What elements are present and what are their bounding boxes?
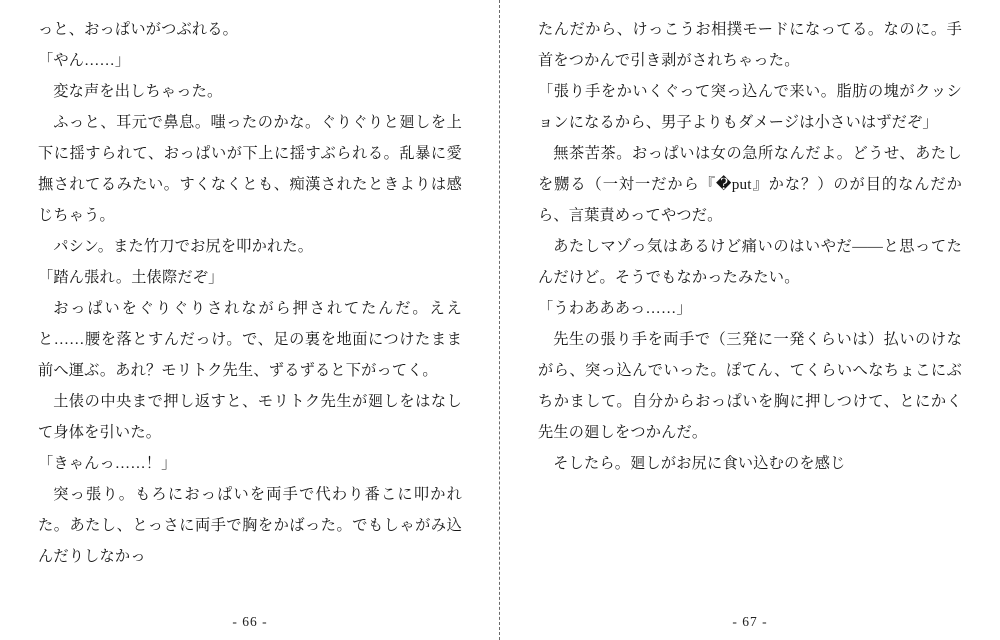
paragraph: 突っ張り。もろにおっぱいを両手で代わり番こに叩かれた。あたし、とっさに両手で胸をかばった。でもしゃがみ込んだりしなかっ <box>38 486 462 565</box>
paragraph: 「張り手をかいくぐって突っ込んで来い。脂肪の塊がクッションになるから、男子よりもダメージは小さいはずだぞ」 <box>538 83 962 131</box>
page-right-text <box>538 14 962 614</box>
paragraph: 先生の張り手を両手で（三発に一発くらいは）払いのけながら、突っ込んでいった。ぽてん、てくらいへなちょこにぶちかまして。自分からおっぱいを胸に押しつけて、とにかく先生の廻しをつかんだ。 <box>538 331 962 441</box>
paragraph: ふっと、耳元で鼻息。嗤ったのかな。ぐりぐりと廻しを上下に揺すられて、おっぱいが下上に揺すぶられる。乱暴に愛撫されてるみたい。すくなくとも、痴漢されたときよりは感じちゃう。 <box>38 114 462 224</box>
paragraph: そしたら。廻しがお尻に食い込むのを感じ <box>553 455 846 472</box>
paragraph: 「踏ん張れ。土俵際だぞ」 <box>38 269 224 286</box>
page-right <box>500 0 1000 640</box>
paragraph: 変な声を出しちゃった。 <box>53 83 223 100</box>
paragraph: 土俵の中央まで押し返すと、モリトク先生が廻しをはなして身体を引いた。 <box>38 393 462 441</box>
paragraph: っと、おっぱいがつぶれる。 <box>38 21 239 38</box>
paragraph: 「きゃんっ……！」 <box>38 455 177 472</box>
paragraph: パシン。また竹刀でお尻を叩かれた。 <box>53 238 314 255</box>
page-number-left: - 66 - <box>232 614 268 629</box>
paragraph: あたしマゾっ気はあるけど痛いのはいやだ――と思ってたんだけど。そうでもなかったみたい。 <box>538 238 962 286</box>
paragraph: 「やん……」 <box>38 52 131 69</box>
paragraph: 無茶苦茶。おっぱいは女の急所なんだよ。どうせ、あたしを嬲る（一対一だから『�put』かな？）のが目的なんだから、言葉責めってやつだ。 <box>538 145 962 224</box>
paragraph: 「うわあああっ……」 <box>538 300 692 317</box>
page-left-text <box>38 14 462 614</box>
page-number-right: - 67 - <box>732 614 768 629</box>
paragraph: たんだから、けっこうお相撲モードになってる。なのに。手首をつかんで引き剥がされちゃった。 <box>538 21 962 69</box>
paragraph: おっぱいをぐりぐりされながら押されてたんだ。ええと……腰を落とすんだっけ。で、足の裏を地面につけたまま前へ運ぶ。あれ？モリトク先生、ずるずると下がってく。 <box>38 300 462 379</box>
